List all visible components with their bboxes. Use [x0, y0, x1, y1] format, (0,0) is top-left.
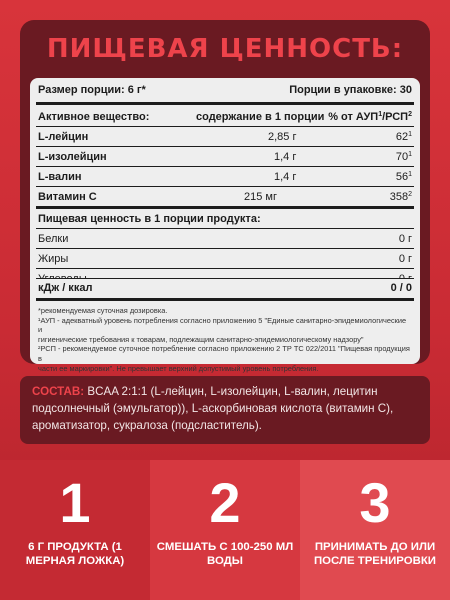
active-amount: 2,85 г	[268, 131, 297, 143]
step-number: 3	[359, 471, 391, 534]
step-number: 2	[209, 471, 241, 534]
step-2	[150, 460, 300, 600]
active-name: L-изолейцин	[38, 151, 107, 163]
active-name: L-лейцин	[38, 131, 89, 143]
nutrient-name: Жиры	[38, 253, 69, 265]
divider	[36, 278, 414, 279]
active-amount: 1,4 г	[274, 151, 297, 163]
divider	[36, 102, 414, 105]
step-text: 6 Г ПРОДУКТА (1 МЕРНАЯ ЛОЖКА)	[25, 541, 125, 567]
step-3	[300, 460, 450, 600]
active-pct: $70^1$	[395, 151, 412, 163]
nutrition-title: ПИЩЕВАЯ ЦЕННОСТЬ:	[46, 34, 404, 64]
step-1	[0, 460, 150, 600]
footnote: ²РСП - рекомендуемое суточное потребление согласно приложению 2 ТР ТС 022/2011 "Пищевая продукция в	[38, 344, 410, 363]
step-text: СМЕШАТЬ С 100-250 МЛ ВОДЫ	[156, 541, 294, 567]
divider	[36, 228, 414, 229]
footnote: ¹АУП - адекватный уровень потребления согласно приложению 5 "Единые санитарно-эпидемиологические и	[38, 315, 407, 335]
content-header: содержание в 1 порции	[196, 111, 325, 123]
divider	[36, 248, 414, 249]
divider	[36, 206, 414, 209]
composition-label: СОСТАВ:	[32, 385, 85, 398]
composition-panel	[20, 376, 430, 444]
usage-steps	[0, 460, 450, 600]
pct-header: % от АУП$^1$/РСП$^2$	[328, 111, 412, 123]
footnote: гигиенические требования к товарам, подлежащим санитарно-эпидемиологическому надзору"	[38, 334, 364, 344]
divider	[36, 268, 414, 269]
nutrient-name: Белки	[38, 233, 69, 245]
active-name: L-валин	[38, 171, 82, 183]
step-text: ПРИНИМАТЬ ДО ИЛИ ПОСЛЕ ТРЕНИРОВКИ	[314, 541, 436, 567]
nutrient-value: 0 г	[398, 233, 412, 245]
nutrient-value: 0 г	[398, 253, 412, 265]
active-pct: $56^1$	[395, 171, 412, 183]
active-amount: 1,4 г	[274, 171, 297, 183]
divider	[36, 298, 414, 301]
composition-text: BCAA 2:1:1 (L-лейцин, L-изолейцин, L-валин, лецитин подсолнечный (эмульгатор)), L-аскорбиновая кислота (витамин С), ароматизатор, сукралоза (подсластитель).	[32, 385, 394, 432]
energy-value: 0 / 0	[390, 282, 412, 294]
footnote: части ее маркировки". Не превышает верхний допустимый уровень потребления.	[38, 363, 319, 373]
active-name: Витамин С	[38, 191, 97, 203]
divider	[36, 146, 414, 147]
servings-per-pack: Порции в упаковке: 30	[289, 84, 412, 96]
divider	[36, 166, 414, 167]
active-amount: 215 мг	[244, 191, 277, 203]
energy-panel	[30, 278, 420, 373]
divider	[36, 126, 414, 127]
divider	[36, 186, 414, 187]
serving-size: Размер порции: 6 г*	[38, 84, 146, 96]
energy-name: кДж / ккал	[38, 282, 93, 294]
active-pct: $358^2$	[389, 191, 412, 203]
nutrition-table: Размер порции: 6 г* Порции в упаковке: 30 Активное вещество: содержание в 1 порции % от АУП$^1$/РСП$^2$ L-лейцин 2,85 г $62^1$ L-изолейцин 1,4 г $70^1$ L-валин 1,4 г $56^1$ Витамин С 215 мг $358^2$ Пищевая ценность в 1 порции продукта: Белки 0 г Жиры 0 г	[30, 78, 420, 356]
active-header: Активное вещество:	[38, 111, 150, 123]
footnote: *рекомендуемая суточная дозировка.	[38, 306, 168, 315]
step-number: 1	[59, 471, 91, 534]
active-pct: $62^1$	[395, 131, 412, 143]
footnotes	[38, 306, 412, 373]
